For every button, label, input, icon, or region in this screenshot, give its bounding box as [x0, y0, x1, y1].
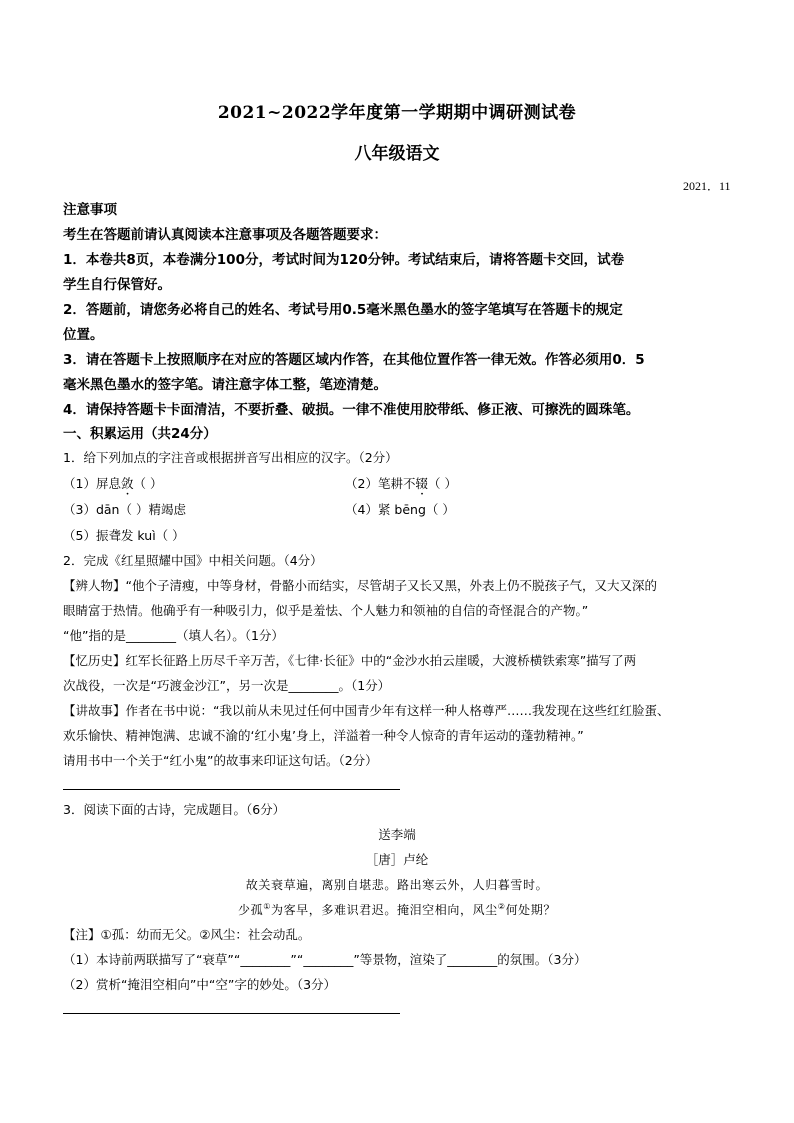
poem-note: 【注】①孤：幼而无父。②风尘：社会动乱。: [63, 927, 311, 942]
q3-sub-2: （2）赏析“掩泪空相向”中“空”字的妙处。（3分）: [63, 977, 337, 992]
notice-item-1-line-2: 学生自行保管好。: [63, 277, 171, 293]
notice-heading: 注意事项: [63, 202, 117, 218]
poem-line-2-part-b: 为客早，多难识君迟。掩泪空相向，风尘: [270, 903, 498, 917]
q3-answer-line[interactable]: [63, 1013, 400, 1014]
poem-author: ［唐］卢纶: [365, 852, 429, 867]
q2-part-3-line-1: 【讲故事】作者在书中说：“我以前从未见过任何中国青少年有这样一种人格尊严……我发现在这些红红脸蛋、: [63, 703, 670, 718]
section-1-heading: 一、积累运用（共24分）: [63, 426, 217, 442]
q1-item-2-dotted-char: 辍: [415, 476, 428, 491]
poem-line-2-part-a: 少孤: [238, 903, 264, 917]
exam-date: 2021．11: [683, 179, 731, 193]
q1-item-1-dotted-char: 敛: [120, 476, 134, 491]
poem-footnote-mark-2: ②: [497, 902, 506, 911]
poem-footnote-mark-1: ①: [263, 902, 271, 911]
q1-item-3: （3）dān（ ）精竭虑: [63, 502, 186, 517]
notice-item-2-line-2: 位置。: [63, 327, 104, 343]
notice-item-4: 4．请保持答题卡卡面清洁，不要折叠、破损。一律不准使用胶带纸、修正液、可擦洗的圆珠笔。: [63, 402, 640, 418]
q1-item-5: （5）振聋发 kuì（ ）: [63, 528, 185, 543]
q2-part-1-question: “他”指的是________（填人名）。（1分）: [63, 628, 284, 643]
q2-answer-line[interactable]: [63, 789, 400, 790]
poem-line-1: 故关衰草遍，离别自堪悲。路出寒云外，人归暮雪时。: [245, 878, 549, 892]
q1-item-4: （4）紧 bēng（ ）: [345, 502, 455, 517]
q1-item-2: [345, 474, 457, 498]
q1-item-1-prefix: （1）屏息: [63, 476, 121, 491]
poem-line-2-part-c: 何处期？: [505, 903, 556, 917]
notice-intro: 考生在答题前请认真阅读本注意事项及各题答题要求：: [63, 227, 387, 243]
q3-stem: 3．阅读下面的古诗，完成题目。（6分）: [63, 802, 286, 817]
q2-part-1-line-2: 眼睛富于热情。他确乎有一种吸引力，似乎是羞怯、个人魅力和领袖的自信的奇怪混合的产物。”: [63, 603, 589, 618]
q1-item-2-answer-blank: （ ）: [427, 476, 457, 491]
q2-stem: 2．完成《红星照耀中国》中相关问题。（4分）: [63, 553, 323, 568]
q1-item-1-answer-blank: （ ）: [133, 476, 163, 491]
q3-sub-1: （1）本诗前两联描写了“衰草”“________”“________”等景物，渲染了________的氛围。（3分）: [63, 952, 587, 967]
notice-item-2-line-1: 2．答题前，请您务必将自己的姓名、考试号用0.5毫米黑色墨水的签字笔填写在答题卡的规定: [63, 302, 623, 318]
q1-item-1: [63, 474, 162, 498]
notice-item-3-line-1: 3．请在答题卡上按照顺序在对应的答题区域内作答，在其他位置作答一律无效。作答必须用0．5: [63, 352, 645, 368]
notice-item-1-line-1: 1．本卷共8页，本卷满分100分，考试时间为120分钟。考试结束后，请将答题卡交回，试卷: [63, 252, 625, 268]
q2-part-2-line-1: 【忆历史】红军长征路上历尽千辛万苦，《七律·长征》中的“金沙水拍云崖暖，大渡桥横铁索寒”描写了两: [63, 653, 637, 668]
q2-part-3-line-2: 欢乐愉快、精神饱满、忠诚不渝的‘红小鬼’身上，洋溢着一种令人惊奇的青年运动的蓬勃精神。”: [63, 728, 584, 743]
poem-title: 送李端: [378, 827, 416, 842]
q2-part-1-line-1: 【辨人物】“他个子清瘦，中等身材，骨骼小而结实，尽管胡子又长又黑，外表上仍不脱孩子气，又大又深的: [63, 578, 657, 593]
q2-part-2-line-2: 次战役，一次是“巧渡金沙江”，另一次是________。（1分）: [63, 678, 391, 693]
exam-subtitle: 八年级语文: [354, 144, 440, 164]
q1-item-2-prefix: （2）笔耕不: [345, 476, 416, 491]
poem-line-2: [0, 901, 794, 918]
q2-part-3-question: 请用书中一个关于“红小鬼”的故事来印证这句话。（2分）: [63, 753, 378, 768]
q1-stem: 1．给下列加点的字注音或根据拼音写出相应的汉字。（2分）: [63, 450, 398, 465]
notice-item-3-line-2: 毫米黑色墨水的签字笔。请注意字体工整，笔迹清楚。: [63, 377, 387, 393]
exam-title: 2021~2022学年度第一学期期中调研测试卷: [217, 103, 577, 123]
